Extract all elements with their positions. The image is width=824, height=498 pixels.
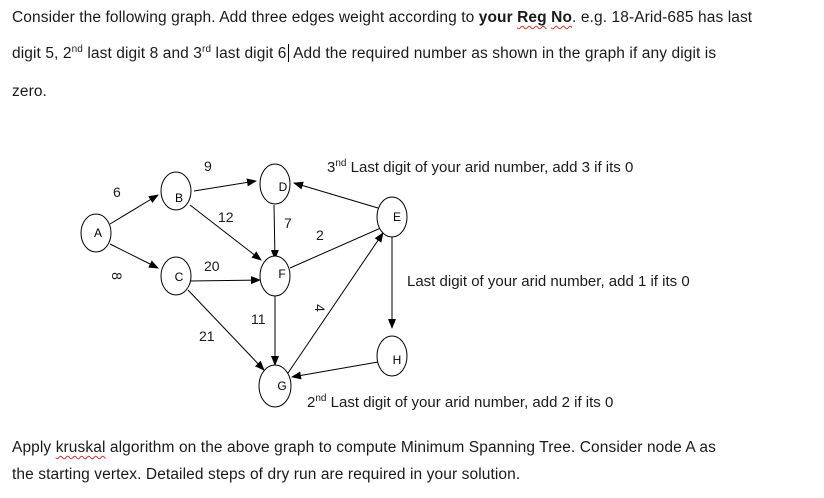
node-label-g: G xyxy=(277,379,287,393)
outro-text-1: Apply xyxy=(12,439,56,456)
weight-f-g: 11 xyxy=(251,311,266,327)
edge-a-c xyxy=(110,244,158,268)
note-edge-e-d xyxy=(327,160,633,176)
note-edge-h-g xyxy=(307,395,613,411)
note-ed-sup: nd xyxy=(335,158,347,169)
intro-text-7: zero. xyxy=(12,83,47,100)
note-ed-text: Last digit of your arid number, add 3 if its 0 xyxy=(346,159,634,176)
node-label-e: E xyxy=(392,210,402,224)
outro-text-3: the starting vertex. Detailed steps of dry run are required in your solution. xyxy=(12,466,521,483)
intro-text-6: Add the required number as shown in the graph if any digit is xyxy=(289,45,717,62)
node-label-h: H xyxy=(392,353,402,367)
node-label-d: D xyxy=(278,180,288,194)
intro-bold-your: your xyxy=(478,9,518,26)
outro-line-1 xyxy=(12,434,812,461)
node-label-a: A xyxy=(93,226,103,240)
intro-bold-reg: Reg xyxy=(517,9,547,26)
edge-h-g xyxy=(292,362,378,377)
node-label-f: F xyxy=(278,267,286,281)
outro-line-2 xyxy=(12,461,812,488)
weight-g-e: 4 xyxy=(311,304,328,312)
intro-sup-nd: nd xyxy=(71,43,83,55)
weight-a-b: 6 xyxy=(113,184,121,200)
note-edge-e-h: Last digit of your arid number, add 1 if its 0 xyxy=(407,273,690,290)
weight-c-g: 21 xyxy=(199,328,215,344)
note-hg-text: Last digit of your arid number, add 2 if its 0 xyxy=(326,394,614,411)
weight-b-d: 9 xyxy=(204,158,212,174)
note-hg-prefix: 2 xyxy=(307,394,316,411)
intro-text-2: . e.g. 18-Arid-685 has last xyxy=(572,9,753,26)
intro-text-1: Consider the following graph. Add three edges weight according to xyxy=(12,9,479,26)
outro-text-2: algorithm on the above graph to compute Minimum Spanning Tree. Consider node A as xyxy=(105,439,716,456)
node-label-c: C xyxy=(174,270,184,284)
edge-f-e xyxy=(290,227,383,268)
intro-bold-no: No xyxy=(551,9,573,26)
intro-sup-rd: rd xyxy=(202,43,212,55)
weight-f-e: 2 xyxy=(316,227,324,243)
weight-a-c: 8 xyxy=(108,272,125,280)
note-ed-prefix: 3 xyxy=(327,159,336,176)
edge-d-f xyxy=(274,205,275,259)
edge-b-d xyxy=(194,181,256,191)
edge-g-e xyxy=(288,233,383,373)
note-hg-sup: nd xyxy=(315,393,327,404)
edge-e-d xyxy=(294,183,378,208)
intro-text-4: last digit 8 and 3 xyxy=(82,45,203,62)
intro-text-5: last digit 6 xyxy=(211,45,287,62)
weight-c-f: 20 xyxy=(204,258,220,274)
weight-b-f: 12 xyxy=(218,209,234,225)
node-label-b: B xyxy=(174,191,184,205)
outro-kruskal: kruskal xyxy=(55,439,106,456)
edge-c-f xyxy=(190,280,260,281)
question-outro xyxy=(12,434,812,488)
intro-text-3: digit 5, 2 xyxy=(12,45,72,62)
weight-d-f: 7 xyxy=(284,215,292,231)
